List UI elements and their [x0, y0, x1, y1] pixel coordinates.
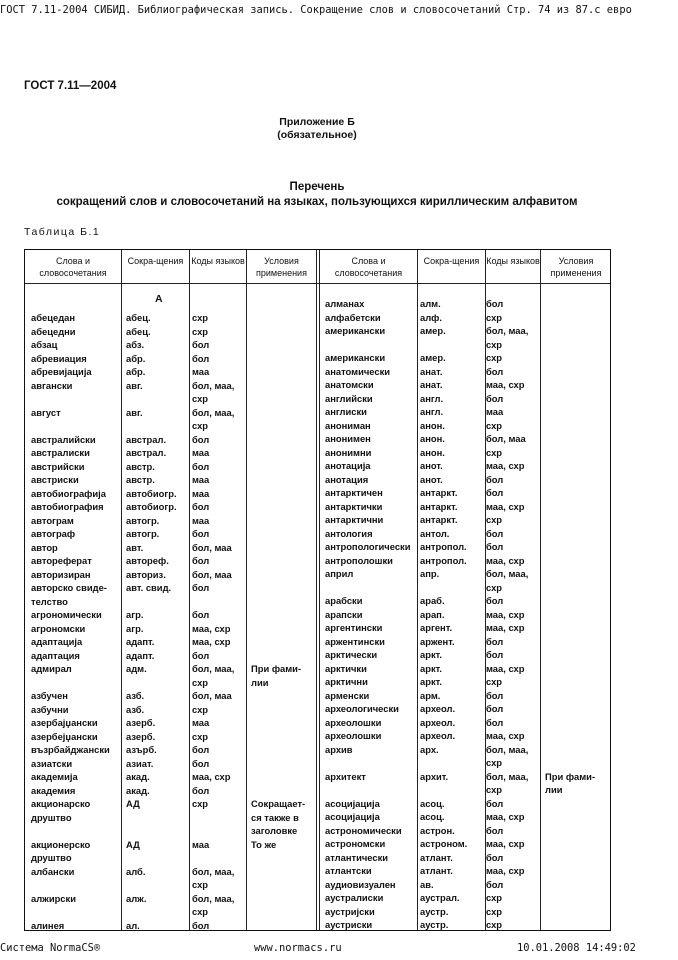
abbr-cell: абр.: [126, 352, 146, 364]
word-cell: американски: [325, 352, 386, 363]
abbr-cell: азб.: [126, 690, 145, 701]
word-cell: агрономически: [31, 609, 102, 620]
abbr-cell: автобиогр.: [126, 487, 177, 499]
lang-cell: бол: [192, 609, 210, 620]
lang-cell: схр: [486, 352, 503, 363]
word-cell: азбучен: [31, 690, 68, 701]
word-cell: абревијација: [31, 366, 92, 377]
abbr-cell: астроном.: [420, 838, 468, 849]
lang-cell: бол, маа,: [192, 892, 235, 904]
word-cell: друштво: [31, 811, 72, 823]
lang-cell: схр: [192, 312, 209, 323]
lang-cell: маа, схр: [486, 662, 525, 674]
abbr-cell: алб.: [126, 865, 146, 877]
word-cell: академия: [31, 784, 76, 796]
word-cell: друштво: [31, 852, 72, 863]
lang-cell: схр: [486, 338, 503, 350]
footer-url: www.normacs.ru: [254, 942, 342, 954]
column-divider: [246, 250, 247, 930]
abbr-cell: англ.: [420, 392, 444, 404]
word-cell: арктични: [325, 676, 368, 687]
condition-cell: лии: [251, 676, 269, 688]
abbr-cell: азиат.: [126, 757, 154, 769]
word-cell: англиски: [325, 406, 367, 417]
column-divider: [540, 250, 541, 930]
header-divider: [25, 283, 610, 284]
lang-cell: бол: [486, 851, 504, 863]
word-cell: алинея: [31, 919, 65, 931]
word-cell: авторско свиде-: [31, 582, 107, 593]
abbr-cell: аустрал.: [420, 892, 460, 903]
browser-print-header: ГОСТ 7.11-2004 СИБИД. Библиографическая запись. Сокращение слов и словосочетаний Стр. 74 из 87.с евро: [0, 4, 632, 16]
abbr-cell: аустр.: [420, 905, 449, 917]
lang-cell: маа, схр: [486, 460, 525, 471]
word-cell: акционерско: [31, 838, 91, 850]
lang-cell: маа, схр: [486, 865, 525, 876]
abbr-cell: авт.: [126, 541, 144, 553]
column-divider: [417, 250, 418, 930]
lang-cell: бол: [192, 784, 210, 796]
abbr-cell: австр.: [126, 460, 155, 472]
lang-cell: маа: [192, 838, 210, 850]
page-footer: [0, 940, 678, 956]
abbr-cell: аустр.: [420, 919, 449, 930]
abbr-cell: акад.: [126, 784, 150, 796]
lang-cell: бол: [486, 365, 504, 377]
word-cell: адаптација: [31, 636, 83, 647]
word-cell: археолошки: [325, 730, 382, 741]
column-divider: [121, 250, 122, 930]
lang-cell: маа, схр: [486, 500, 525, 512]
abbr-cell: асоц.: [420, 797, 445, 809]
lang-cell: бол: [486, 824, 504, 836]
word-cell: археолошки: [325, 716, 382, 728]
abbr-cell: амер.: [420, 325, 446, 336]
lang-cell: схр: [486, 446, 503, 458]
abbr-cell: археол.: [420, 703, 456, 714]
word-cell: автобиографија: [31, 487, 106, 499]
lang-cell: маа: [192, 474, 210, 485]
lang-cell: бол, маа: [192, 541, 232, 553]
word-cell: август: [31, 406, 61, 418]
word-cell: аустриски: [325, 919, 373, 930]
lang-cell: бол: [486, 797, 504, 809]
lang-cell: бол: [486, 649, 504, 660]
lang-cell: бол: [486, 392, 504, 404]
abbr-cell: археол.: [420, 730, 456, 741]
lang-cell: маа, схр: [486, 838, 525, 849]
lang-cell: схр: [486, 419, 503, 431]
lang-cell: бол, маа,: [192, 663, 235, 674]
header-conditions: Условия применения: [256, 256, 307, 278]
lang-cell: маа, схр: [486, 622, 525, 633]
lang-cell: бол, маа,: [486, 770, 529, 782]
abbr-cell: австрал.: [126, 433, 167, 445]
abbr-cell: анон.: [420, 433, 445, 444]
lang-cell: схр: [486, 311, 503, 323]
lang-cell: маа, схр: [486, 811, 525, 822]
abbr-cell: астрон.: [420, 824, 455, 836]
lang-cell: схр: [486, 892, 503, 903]
word-cell: архитект: [325, 770, 366, 782]
word-cell: атлантически: [325, 851, 389, 863]
abbr-cell: австрал.: [126, 447, 167, 458]
lang-cell: маа: [192, 487, 210, 499]
condition-cell: лии: [545, 784, 563, 795]
lang-cell: схр: [486, 581, 503, 593]
abbr-cell: агр.: [126, 622, 144, 634]
word-cell: академија: [31, 771, 78, 782]
abbr-cell: автореф.: [126, 555, 169, 566]
lang-cell: маа, схр: [192, 636, 231, 647]
lang-cell: бол: [192, 460, 210, 472]
lang-cell: бол: [486, 878, 504, 890]
abbr-cell: АД: [126, 838, 140, 850]
word-cell: аржентински: [325, 635, 385, 647]
lang-cell: маа: [486, 406, 504, 417]
abbr-cell: антаркт.: [420, 514, 458, 525]
abbr-cell: акад.: [126, 771, 150, 782]
word-cell: акционарско: [31, 798, 91, 809]
lang-cell: бол: [486, 527, 504, 539]
lang-cell: бол: [486, 298, 504, 309]
abbr-cell: авг.: [126, 406, 143, 418]
header-words: Слова и словосочетания: [39, 256, 107, 278]
abbr-cell: ал.: [126, 919, 140, 931]
condition-cell: заголовке: [251, 825, 298, 836]
lang-cell: бол, маа: [192, 690, 232, 701]
abbr-cell: азерб.: [126, 717, 156, 728]
word-cell: азербајџански: [31, 717, 98, 728]
abbr-cell: аркт.: [420, 649, 443, 660]
word-cell: астрономски: [325, 838, 386, 849]
word-cell: австралийски: [31, 433, 96, 445]
heading-line-1: Перечень: [289, 181, 345, 193]
abbr-cell: абец.: [126, 312, 151, 323]
lang-cell: бол: [192, 757, 210, 769]
lang-cell: схр: [486, 784, 503, 795]
word-cell: австрийски: [31, 460, 85, 472]
abbr-cell: авг.: [126, 379, 143, 391]
word-cell: автограф: [31, 528, 76, 539]
lang-cell: схр: [192, 879, 209, 890]
word-cell: абзац: [31, 339, 58, 350]
lang-cell: бол: [486, 635, 504, 647]
letter-group-heading: А: [155, 293, 163, 305]
lang-cell: схр: [192, 730, 209, 742]
word-cell: алжирски: [31, 892, 76, 904]
lang-cell: бол: [192, 744, 210, 755]
abbr-cell: антаркт.: [420, 487, 458, 498]
word-cell: атлантски: [325, 865, 372, 876]
word-cell: анатомически: [325, 365, 391, 377]
word-cell: австралиски: [31, 447, 90, 458]
condition-cell: При фами-: [251, 663, 302, 674]
word-cell: антрополошки: [325, 554, 393, 566]
lang-cell: схр: [486, 757, 503, 768]
lang-cell: бол: [192, 339, 210, 350]
word-cell: архив: [325, 743, 353, 755]
lang-cell: бол: [192, 555, 210, 566]
abbr-cell: арап.: [420, 608, 445, 620]
abbr-cell: аркт.: [420, 662, 443, 674]
abbr-cell: англ.: [420, 406, 444, 417]
condition-cell: При фами-: [545, 770, 596, 782]
word-cell: абецедни: [31, 325, 76, 337]
word-cell: авгански: [31, 379, 73, 391]
header-lang-codes: Коды языков: [486, 256, 540, 266]
word-cell: авторизиран: [31, 568, 91, 580]
word-cell: австриски: [31, 474, 79, 485]
column-divider: [189, 250, 190, 930]
lang-cell: маа: [192, 514, 210, 526]
header-conditions: Условия применения: [550, 256, 602, 278]
word-cell: автограм: [31, 514, 74, 526]
abbr-cell: авториз.: [126, 568, 166, 580]
header-abbr: Сокра-щения: [127, 256, 184, 266]
abbr-cell: автогр.: [126, 528, 160, 539]
word-cell: адаптация: [31, 649, 80, 661]
lang-cell: бол, маа: [486, 433, 526, 444]
word-cell: агрономски: [31, 622, 86, 634]
word-cell: анатомски: [325, 379, 374, 390]
abbr-cell: азб.: [126, 703, 145, 715]
word-cell: автор: [31, 541, 58, 553]
word-cell: аудиовизуален: [325, 878, 396, 890]
lang-cell: схр: [192, 798, 209, 809]
abbreviation-table: [24, 249, 611, 931]
lang-cell: бол: [192, 919, 210, 931]
lang-cell: схр: [486, 514, 503, 525]
lang-cell: схр: [192, 420, 209, 431]
abbr-cell: алф.: [420, 311, 442, 323]
lang-cell: маа: [192, 717, 210, 728]
abbr-cell: анат.: [420, 379, 443, 390]
word-cell: антарктички: [325, 500, 383, 512]
lang-cell: бол, маа: [192, 568, 232, 580]
abbr-cell: арх.: [420, 743, 439, 755]
lang-cell: бол: [486, 595, 504, 606]
column-divider: [319, 250, 320, 930]
word-cell: адмирал: [31, 663, 72, 674]
lang-cell: маа, схр: [486, 730, 525, 741]
lang-cell: бол, маа,: [192, 865, 235, 877]
abbr-cell: автобиогр.: [126, 501, 177, 512]
column-divider: [316, 250, 317, 930]
lang-cell: бол: [486, 541, 504, 552]
word-cell: анотација: [325, 460, 371, 471]
abbr-cell: автогр.: [126, 514, 160, 526]
header-lang-codes: Коды языков: [191, 256, 245, 266]
word-cell: арменски: [325, 689, 370, 701]
abbr-cell: агр.: [126, 609, 144, 620]
word-cell: английски: [325, 392, 373, 404]
abbr-cell: азерб.: [126, 730, 156, 742]
word-cell: аустралиски: [325, 892, 384, 903]
lang-cell: бол: [192, 528, 210, 539]
abbr-cell: антол.: [420, 527, 450, 539]
abbr-cell: азърб.: [126, 744, 157, 755]
lang-cell: бол: [192, 582, 210, 593]
abbr-cell: авт. свид.: [126, 582, 172, 593]
lang-cell: бол, маа,: [486, 743, 529, 755]
table-caption: Таблица Б.1: [24, 226, 101, 238]
condition-cell: ся также в: [251, 811, 299, 823]
lang-cell: бол, маа,: [486, 325, 529, 336]
abbr-cell: алж.: [126, 892, 147, 904]
abbr-cell: анон.: [420, 446, 445, 458]
abbr-cell: анон.: [420, 419, 445, 431]
word-cell: арабски: [325, 595, 363, 606]
abbr-cell: ав.: [420, 878, 434, 890]
word-cell: абревиация: [31, 352, 87, 364]
abbr-cell: аргент.: [420, 622, 453, 633]
lang-cell: маа, схр: [486, 554, 525, 566]
word-cell: абецедан: [31, 312, 76, 323]
lang-cell: маа: [192, 447, 210, 458]
word-cell: аргентински: [325, 622, 383, 633]
word-cell: археологически: [325, 703, 399, 714]
word-cell: американски: [325, 325, 386, 336]
header-words: Слова и словосочетания: [334, 256, 403, 278]
lang-cell: маа, схр: [486, 608, 525, 620]
lang-cell: маа: [192, 366, 210, 377]
lang-cell: бол: [486, 473, 504, 485]
abbr-cell: абз.: [126, 339, 145, 350]
word-cell: антология: [325, 527, 373, 539]
lang-cell: схр: [486, 905, 503, 917]
word-cell: асоцијација: [325, 811, 380, 822]
word-cell: азбучни: [31, 703, 69, 715]
abbr-cell: анот.: [420, 473, 443, 485]
word-cell: анонимен: [325, 433, 371, 444]
lang-cell: схр: [192, 703, 209, 715]
lang-cell: бол: [486, 703, 504, 714]
word-cell: възрбайджански: [31, 744, 110, 755]
word-cell: анотация: [325, 473, 369, 485]
abbr-cell: адапт.: [126, 636, 155, 647]
word-cell: антропологически: [325, 541, 411, 552]
lang-cell: бол: [192, 649, 210, 661]
abbr-cell: абец.: [126, 325, 151, 337]
lang-cell: бол, маа,: [192, 379, 235, 391]
abbr-cell: апр.: [420, 568, 440, 579]
lang-cell: бол: [486, 716, 504, 728]
abbr-cell: адм.: [126, 663, 147, 674]
abbr-cell: аркт.: [420, 676, 443, 687]
abbr-cell: антаркт.: [420, 500, 458, 512]
condition-cell: То же: [251, 838, 277, 850]
appendix-label: Приложение Б: [279, 116, 355, 128]
header-abbr: Сокра-щения: [423, 256, 480, 266]
word-cell: асоцијација: [325, 797, 380, 809]
abbr-cell: асоц.: [420, 811, 445, 822]
abbr-cell: арм.: [420, 689, 441, 701]
abbr-cell: атлант.: [420, 865, 453, 876]
abbr-cell: австр.: [126, 474, 155, 485]
lang-cell: бол, маа,: [192, 406, 235, 418]
footer-system: Система NormaCS®: [0, 942, 101, 954]
abbr-cell: атлант.: [420, 851, 453, 863]
word-cell: алманах: [325, 298, 365, 309]
word-cell: арапски: [325, 608, 363, 620]
abbr-cell: АД: [126, 798, 140, 809]
lang-cell: схр: [192, 676, 209, 688]
lang-cell: бол: [486, 689, 504, 701]
lang-cell: бол: [192, 501, 210, 512]
abbr-cell: абр.: [126, 366, 146, 377]
lang-cell: схр: [192, 393, 209, 404]
word-cell: арктически: [325, 649, 378, 660]
abbr-cell: архит.: [420, 770, 449, 782]
word-cell: анониман: [325, 419, 371, 431]
word-cell: арктички: [325, 662, 367, 674]
lang-cell: схр: [192, 325, 209, 337]
abbr-cell: аржент.: [420, 635, 455, 647]
lang-cell: маа, схр: [486, 379, 525, 390]
lang-cell: бол, маа,: [486, 568, 529, 579]
lang-cell: маа, схр: [192, 771, 231, 782]
lang-cell: бол: [486, 487, 504, 498]
word-cell: алфабетски: [325, 311, 381, 323]
abbr-cell: анат.: [420, 365, 443, 377]
abbr-cell: алм.: [420, 298, 441, 309]
lang-cell: маа, схр: [192, 622, 231, 634]
lang-cell: бол: [192, 352, 210, 364]
lang-cell: схр: [192, 906, 209, 917]
word-cell: анонимни: [325, 446, 372, 458]
lang-cell: схр: [486, 919, 503, 930]
document-number: ГОСТ 7.11—2004: [24, 80, 117, 92]
footer-timestamp: 10.01.2008 14:49:02: [517, 942, 636, 954]
abbr-cell: адапт.: [126, 649, 155, 661]
lang-cell: схр: [486, 676, 503, 687]
heading-line-2: сокращений слов и словосочетаний на языках, пользующихся кириллическим алфавитом: [56, 196, 578, 208]
abbr-cell: антропол.: [420, 554, 467, 566]
word-cell: астрономически: [325, 824, 402, 836]
word-cell: албански: [31, 865, 75, 877]
appendix-title: [0, 116, 634, 142]
abbr-cell: археол.: [420, 716, 456, 728]
word-cell: азербеjџански: [31, 730, 98, 742]
abbr-cell: анот.: [420, 460, 443, 471]
word-cell: телство: [31, 595, 68, 607]
abbr-cell: антропол.: [420, 541, 467, 552]
word-cell: автореферат: [31, 555, 92, 566]
word-cell: аустријски: [325, 905, 375, 917]
lang-cell: бол: [192, 433, 210, 445]
condition-cell: Сокращает-: [251, 798, 306, 809]
word-cell: антарктичен: [325, 487, 383, 498]
abbr-cell: амер.: [420, 352, 446, 363]
word-cell: автобиография: [31, 501, 104, 512]
abbr-cell: араб.: [420, 595, 445, 606]
word-cell: азиатски: [31, 757, 73, 769]
appendix-status: (обязательное): [277, 129, 357, 141]
word-cell: април: [325, 568, 354, 579]
list-heading: [0, 180, 634, 210]
word-cell: антарктични: [325, 514, 384, 525]
